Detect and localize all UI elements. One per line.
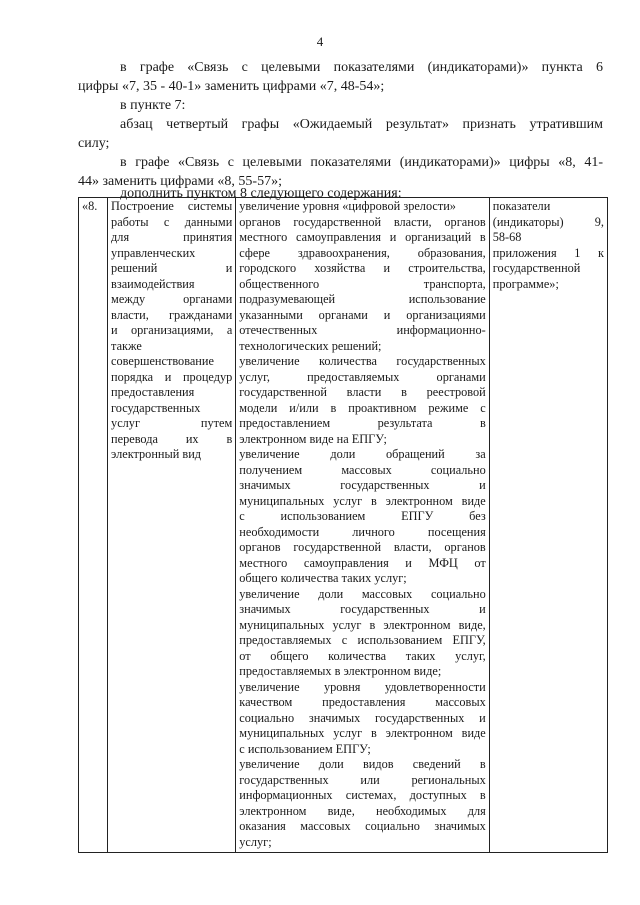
- cell-line: получением массовых социально: [239, 462, 486, 477]
- cell-line: показатели: [492, 199, 551, 213]
- cell-line: увеличение доли массовых социально: [239, 586, 486, 601]
- cell-line: необходимости личного посещения: [239, 524, 486, 539]
- cell-line: услуг, предоставляемых органами: [239, 369, 486, 384]
- paragraph-2: в пункте 7:: [120, 98, 186, 113]
- cell-line: электронном виде на ЕПГУ;: [239, 431, 387, 446]
- cell-line: сфере здравоохранения, образования,: [239, 245, 486, 260]
- cell-line: управленческих: [111, 245, 196, 260]
- cell-line: общего количества таких услуг;: [239, 571, 407, 585]
- paragraph-1-line-1: в графе «Связь с целевыми показателями (индикаторами)» пункта 6: [120, 60, 603, 75]
- paragraph-3-line-2: силу;: [78, 136, 110, 151]
- cell-line: с использованием ЕПГУ без: [239, 509, 486, 523]
- cell-line: электронный вид: [111, 447, 202, 461]
- cell-line: увеличение уровня «цифровой зрелости»: [239, 199, 456, 213]
- amendment-table: [78, 197, 608, 853]
- cell-line: порядка и процедур: [111, 369, 233, 384]
- paragraph-5: дополнить пунктом 8 следующего содержания:: [120, 186, 402, 201]
- cell-line: электронном виде, необходимых для: [239, 803, 486, 818]
- cell-line: указанными органами и организациями: [239, 307, 486, 322]
- cell-line: и организациями, а: [111, 323, 233, 337]
- cell-line: услуг;: [239, 834, 272, 849]
- cell-line: предоставляемых в электронном виде;: [239, 664, 442, 678]
- cell-line: предоставляемых с использованием ЕПГУ,: [239, 633, 486, 647]
- cell-line: увеличение доли обращений за: [239, 447, 486, 461]
- cell-line: также: [111, 338, 142, 353]
- cell-line: увеличение доли видов сведений в: [239, 757, 486, 771]
- indicators-cell: [489, 198, 607, 853]
- cell-line: государственных: [111, 400, 201, 415]
- task-cell: [108, 198, 236, 853]
- cell-line: работы с данными: [111, 214, 233, 229]
- cell-line: приложения 1 к: [492, 245, 604, 260]
- task-text: [111, 199, 232, 463]
- cell-line: муниципальных услуг в электронном виде: [239, 493, 486, 508]
- cell-line: государственных или региональных: [239, 772, 486, 787]
- cell-line: технологических решений;: [239, 338, 382, 353]
- cell-line: между органами: [111, 292, 233, 306]
- cell-line: решений и: [111, 261, 233, 275]
- cell-line: значимых государственных и: [239, 602, 486, 616]
- cell-line: предоставления: [111, 385, 195, 399]
- row-number: «8.: [79, 198, 108, 853]
- cell-line: социально значимых государственных и: [239, 710, 486, 725]
- cell-line: 58-68: [492, 230, 522, 244]
- cell-line: значимых государственных и: [239, 478, 486, 492]
- cell-line: муниципальных услуг в электронном виде: [239, 726, 486, 740]
- cell-line: от общего количества таких услуг,: [239, 648, 486, 663]
- indicators-text: [493, 199, 604, 292]
- cell-line: местного самоуправления и организаций в: [239, 230, 486, 244]
- cell-line: городского хозяйства и строительства,: [239, 261, 486, 275]
- cell-line: власти, гражданами: [111, 307, 233, 322]
- cell-line: с использованием ЕПГУ;: [239, 741, 371, 756]
- cell-line: подразумевающей использование: [239, 292, 486, 306]
- expected-result-text: [239, 199, 485, 850]
- cell-line: для принятия: [111, 230, 233, 244]
- table-row: [79, 198, 608, 853]
- paragraph-1-line-2: цифры «7, 35 - 40-1» заменить цифрами «7, 48-54»;: [78, 79, 385, 94]
- cell-line: предоставлением результата в: [239, 416, 486, 430]
- page-number: 4: [316, 34, 324, 49]
- cell-line: программе»;: [492, 276, 559, 291]
- cell-line: перевода их в: [111, 431, 233, 446]
- cell-line: совершенствование: [111, 354, 214, 368]
- cell-line: увеличение количества государственных: [239, 354, 486, 368]
- cell-line: государственной власти в реестровой: [239, 385, 486, 399]
- cell-line: взаимодействия: [111, 276, 195, 291]
- cell-line: Построение системы: [111, 199, 233, 213]
- cell-line: модели и/или в проактивном режиме с: [239, 400, 486, 415]
- cell-line: местного самоуправления и МФЦ от: [239, 555, 486, 570]
- cell-line: (индикаторы) 9,: [492, 214, 604, 229]
- cell-line: информационных системах, доступных в: [239, 788, 486, 802]
- cell-line: государственной: [492, 261, 581, 275]
- cell-line: качеством предоставления массовых: [239, 695, 486, 709]
- cell-line: общественного транспорта,: [239, 276, 486, 291]
- cell-line: органов государственной власти, органов: [239, 214, 486, 229]
- expected-result-cell: [236, 198, 489, 853]
- paragraph-4-line-2: 44» заменить цифрами «8, 55-57»;: [78, 174, 282, 189]
- cell-line: услуг путем: [111, 416, 233, 430]
- paragraph-3-line-1: абзац четвертый графы «Ожидаемый результат» признать утратившим: [120, 117, 603, 132]
- cell-line: отечественных информационно-: [239, 323, 486, 337]
- cell-line: оказания массовых социально значимых: [239, 819, 486, 833]
- cell-line: муниципальных услуг в электронном виде,: [239, 617, 486, 632]
- paragraph-4-line-1: в графе «Связь с целевыми показателями (индикаторами)» цифры «8, 41-: [120, 155, 603, 170]
- cell-line: увеличение уровня удовлетворенности: [239, 679, 486, 694]
- cell-line: органов государственной власти, органов: [239, 540, 486, 554]
